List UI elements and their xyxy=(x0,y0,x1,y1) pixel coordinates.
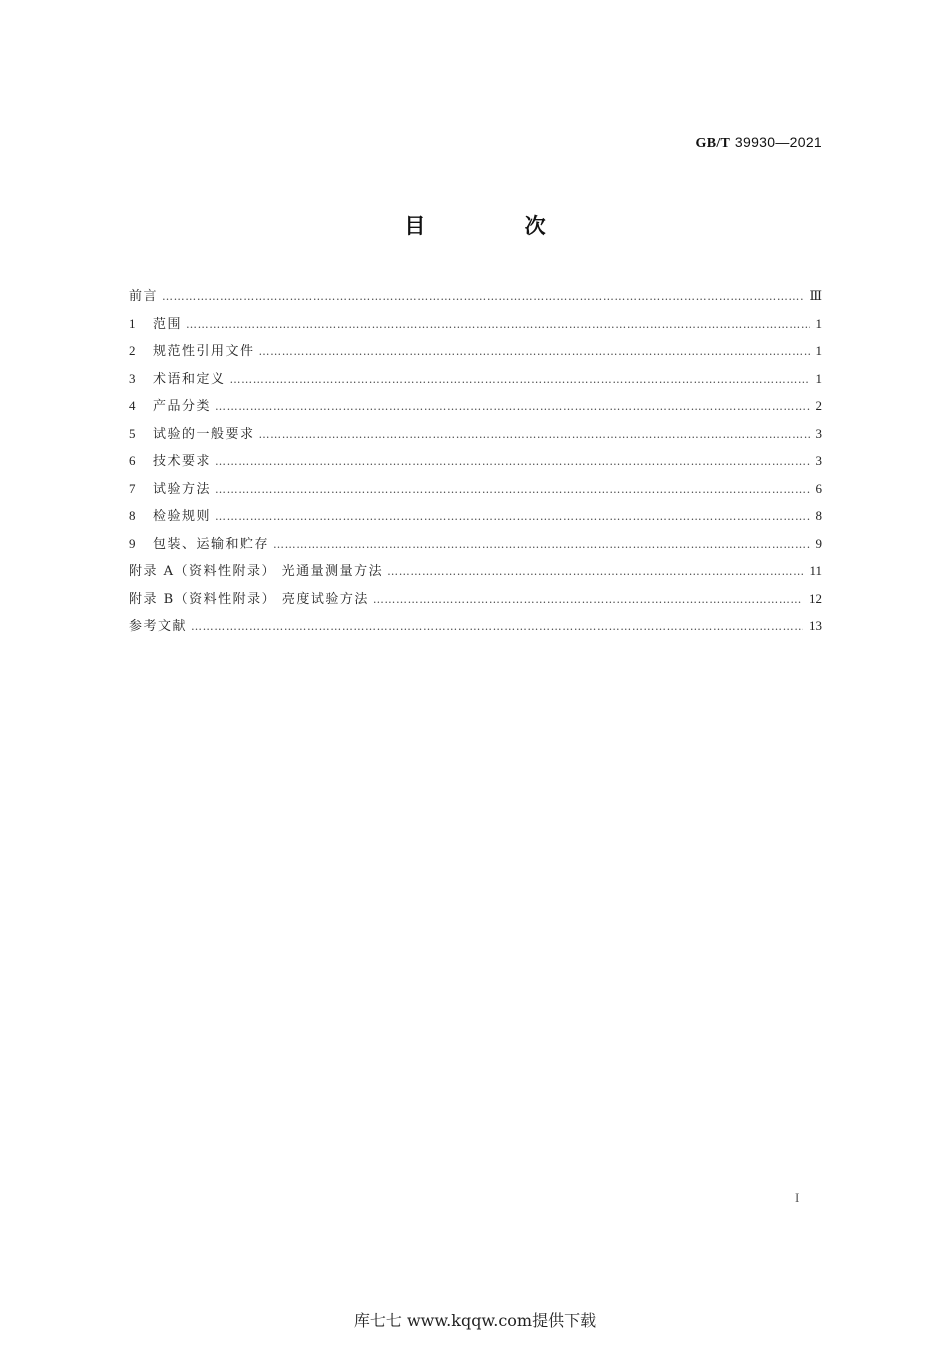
download-footer: 库七七 www.kqqw.com提供下载 xyxy=(353,1311,597,1330)
table-of-contents xyxy=(129,284,822,642)
toc-entry-page: 3 xyxy=(815,425,822,441)
toc-entry-page: Ⅲ xyxy=(809,288,822,303)
toc-entry-page: 2 xyxy=(815,398,822,413)
toc-entry-scope[interactable] xyxy=(129,312,822,340)
toc-entry-page: 1 xyxy=(815,343,822,358)
toc-leader-dots xyxy=(215,478,809,502)
toc-entry-number: 5 xyxy=(129,425,136,441)
toc-entry-label: 技术要求 xyxy=(153,454,212,469)
toc-entry-number: 7 xyxy=(129,480,136,496)
toc-entry-number: 1 xyxy=(129,315,136,331)
toc-entry-label: 包装、运输和贮存 xyxy=(153,536,270,552)
toc-entry-label: 产品分类 xyxy=(153,399,212,414)
toc-entry-packaging-transport-storage[interactable] xyxy=(129,532,822,560)
toc-entry-number: 8 xyxy=(129,508,136,523)
toc-entry-page: 9 xyxy=(815,535,822,551)
toc-entry-normative-references[interactable] xyxy=(129,339,822,367)
standard-code xyxy=(696,134,823,152)
toc-entry-label: 附录 B（资料性附录） 亮度试验方法 xyxy=(129,591,369,607)
toc-entry-number: 4 xyxy=(129,398,136,413)
toc-entry-label: 前言 xyxy=(129,289,159,304)
toc-entry-page: 8 xyxy=(815,508,822,523)
toc-entry-classification[interactable] xyxy=(129,394,822,422)
toc-entry-label: 附录 A（资料性附录） 光通量测量方法 xyxy=(129,564,384,579)
toc-entry-page: 3 xyxy=(815,453,822,468)
toc-entry-number: 9 xyxy=(129,535,136,551)
toc-entry-technical-requirements[interactable] xyxy=(129,449,822,477)
toc-title: 目 次 xyxy=(404,214,592,238)
toc-leader-dots xyxy=(162,285,803,309)
toc-leader-dots xyxy=(373,588,803,612)
toc-entry-label: 规范性引用文件 xyxy=(153,344,255,359)
toc-entry-label: 检验规则 xyxy=(153,509,212,524)
toc-entry-annex-a[interactable] xyxy=(129,559,822,587)
toc-entry-label: 术语和定义 xyxy=(153,371,226,387)
toc-leader-dots xyxy=(230,368,810,392)
toc-entry-number: 6 xyxy=(129,453,136,468)
toc-entry-annex-b[interactable] xyxy=(129,587,822,615)
toc-leader-dots xyxy=(259,423,810,447)
toc-entry-number: 3 xyxy=(129,370,136,386)
toc-entry-bibliography[interactable] xyxy=(129,614,822,642)
toc-entry-page: 6 xyxy=(815,480,822,496)
toc-leader-dots xyxy=(215,450,809,474)
toc-entry-page: 11 xyxy=(809,563,822,578)
toc-entry-test-methods[interactable] xyxy=(129,477,822,505)
standard-prefix: GB/T xyxy=(695,136,731,151)
toc-leader-dots xyxy=(215,395,809,419)
toc-entry-general-test-requirements[interactable] xyxy=(129,422,822,450)
toc-leader-dots xyxy=(191,615,803,639)
toc-entry-page: 1 xyxy=(815,370,822,386)
toc-entry-terms-definitions[interactable] xyxy=(129,367,822,395)
toc-leader-dots xyxy=(186,313,809,337)
toc-leader-dots xyxy=(215,505,809,529)
toc-entry-page: 1 xyxy=(815,315,822,331)
toc-entry-label: 范围 xyxy=(153,316,183,332)
standard-number: 39930—2021 xyxy=(734,134,822,150)
toc-entry-foreword[interactable] xyxy=(129,284,822,312)
toc-entry-page: 13 xyxy=(809,618,822,633)
toc-entry-label: 试验的一般要求 xyxy=(153,426,255,442)
toc-leader-dots xyxy=(387,560,803,584)
toc-entry-inspection-rules[interactable] xyxy=(129,504,822,532)
toc-leader-dots xyxy=(259,340,810,364)
toc-entry-label: 参考文献 xyxy=(129,619,188,634)
page-number: I xyxy=(795,1190,800,1205)
toc-entry-label: 试验方法 xyxy=(153,481,212,497)
toc-entry-page: 12 xyxy=(809,590,822,606)
toc-entry-number: 2 xyxy=(129,343,136,358)
toc-leader-dots xyxy=(273,533,809,557)
